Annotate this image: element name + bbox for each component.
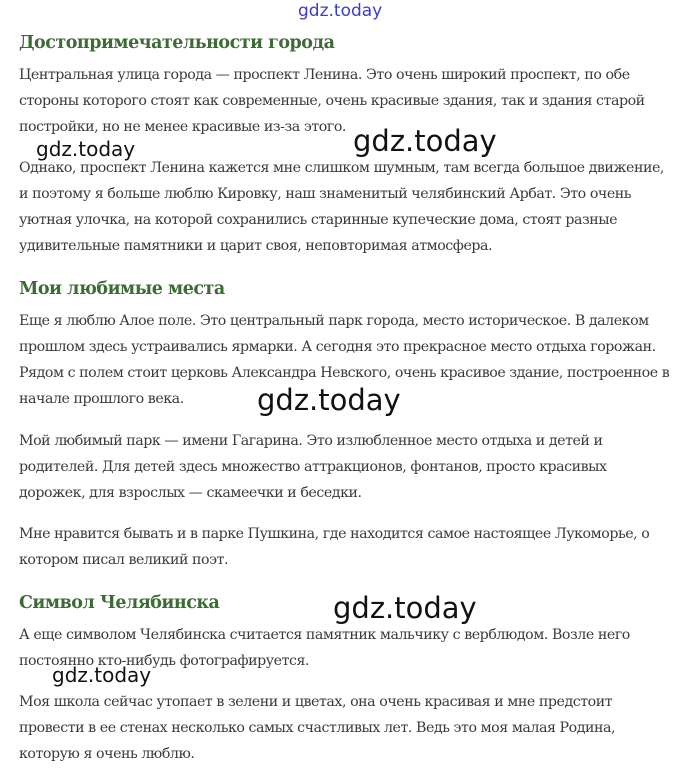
- text-line: дорожек, для взрослых — скамеечки и беседки.: [19, 485, 362, 501]
- text-line: и поэтому я больше люблю Кировку, наш знаменитый челябинский Арбат. Это очень: [19, 186, 632, 202]
- text-line: А еще символом Челябинска считается памятник мальчику с верблюдом. Возле него: [19, 627, 630, 643]
- text-line: Еще я люблю Алое поле. Это центральный парк города, место историческое. В далеком: [19, 313, 649, 329]
- watermark: gdz.today: [36, 137, 136, 161]
- watermark: gdz.today: [257, 383, 401, 417]
- text-line: Однако, проспект Ленина кажется мне слишком шумным, там всегда большое движение,: [19, 160, 664, 176]
- heading-landmarks: Достопримечательности города: [19, 33, 335, 53]
- text-line: Центральная улица города — проспект Ленина. Это очень широкий проспект, по обе: [19, 67, 630, 83]
- text-line: постройки, но не менее красивые из-за этого.: [19, 119, 346, 135]
- text-line: котором писал великий поэт.: [19, 552, 229, 568]
- text-line: Моя школа сейчас утопает в зелени и цветах, она очень красивая и мне предстоит: [19, 694, 613, 710]
- text-line: Мой любимый парк — имени Гагарина. Это излюбленное место отдыха и детей и: [19, 433, 603, 449]
- heading-favorite-places: Мои любимые места: [19, 279, 225, 299]
- text-line: стороны которого стоят как современные, очень красивые здания, так и здания старой: [19, 93, 645, 109]
- text-line: прошлом здесь устраивались ярмарки. А сегодня это прекрасное место отдыха горожан.: [19, 339, 656, 355]
- text-line: Рядом с полем стоит церковь Александра Невского, очень красивое здание, построенное в: [19, 365, 670, 381]
- text-line: которую я очень люблю.: [19, 746, 195, 762]
- watermark: gdz.today: [52, 663, 152, 687]
- text-line: удивительные памятники и царит своя, неповторимая атмосфера.: [19, 238, 493, 254]
- text-line: родителей. Для детей здесь множество аттракционов, фонтанов, просто красивых: [19, 459, 607, 475]
- text-line: Мне нравится бывать и в парке Пушкина, где находится самое настоящее Лукоморье, о: [19, 526, 650, 542]
- heading-city-symbol: Символ Челябинска: [19, 593, 220, 613]
- text-line: уютная улочка, на которой сохранились старинные купеческие дома, стоят разные: [19, 212, 618, 228]
- text-line: начале прошлого века.: [19, 391, 184, 407]
- watermark-top: gdz.today: [298, 1, 383, 21]
- watermark: gdz.today: [333, 591, 477, 625]
- watermark: gdz.today: [353, 124, 497, 158]
- text-line: постоянно кто-нибудь фотографируется.: [19, 653, 310, 669]
- text-line: провести в ее стенах несколько самых счастливых лет. Ведь это моя малая Родина,: [19, 720, 616, 736]
